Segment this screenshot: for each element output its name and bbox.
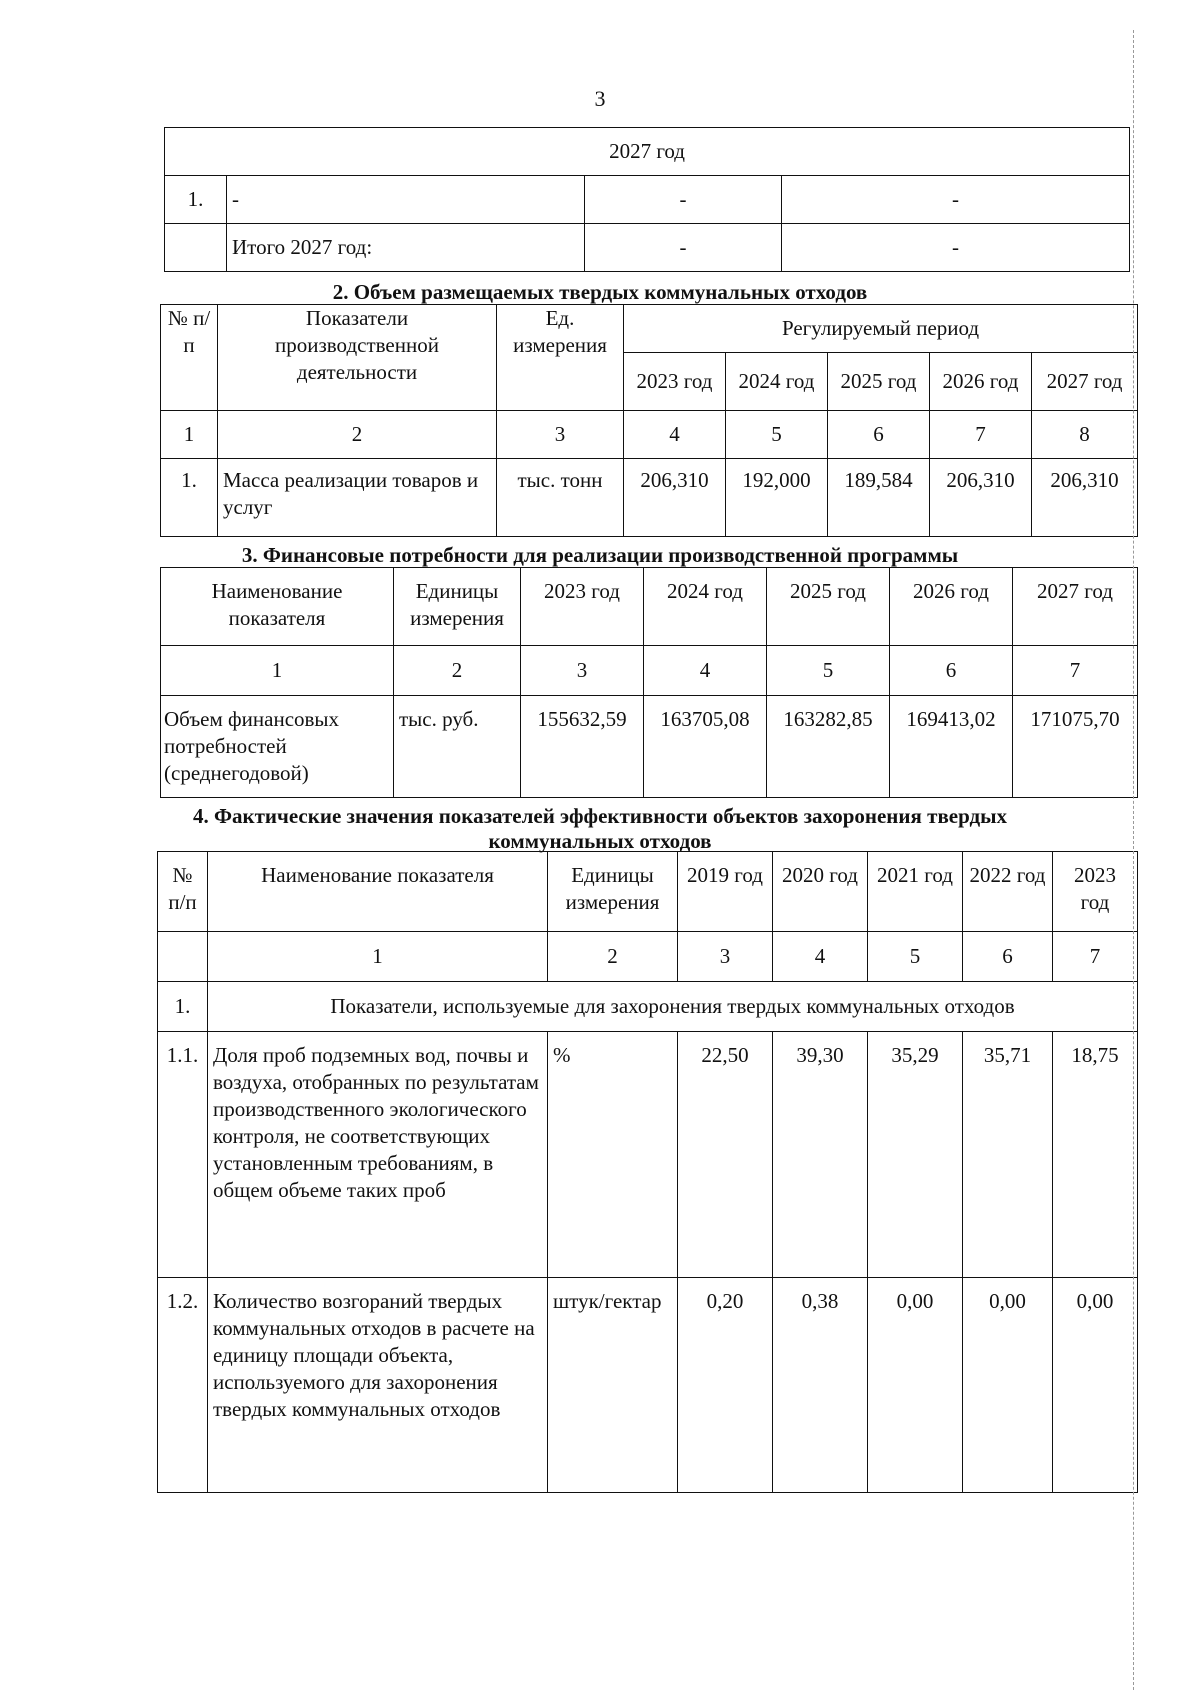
table-row (161, 696, 1138, 798)
section-2-title: 2. Объем размещаемых твердых коммунальных отходов (332, 280, 868, 304)
row-value: 163705,08 (644, 696, 767, 798)
row-value: 0,00 (868, 1278, 963, 1493)
empty-cell (158, 932, 208, 982)
column-number: 2 (394, 646, 521, 696)
group-row (158, 982, 1138, 1032)
section-4-title-line1: 4. Фактические значения показателей эффективности объектов захоронения твердых (192, 804, 1008, 828)
row-unit: штук/гектар (548, 1278, 678, 1493)
row-unit: % (548, 1032, 678, 1278)
row-value: 163282,85 (767, 696, 890, 798)
column-number: 5 (767, 646, 890, 696)
header-num: № п/п (161, 305, 218, 411)
row-name: Масса реализации товаров и услуг (218, 459, 497, 537)
total-value: - (585, 224, 782, 272)
page-number: 3 (594, 86, 606, 111)
row-value: 35,29 (868, 1032, 963, 1278)
column-number: 7 (930, 411, 1032, 459)
total-label: Итого 2027 год: (227, 224, 585, 272)
header-name: Наименование показателя (161, 568, 394, 646)
header-year: 2026 год (930, 353, 1032, 411)
group-label: Показатели, используемые для захоронения твердых коммунальных отходов (208, 982, 1138, 1032)
header-unit: Ед. измерения (497, 305, 624, 411)
header-year: 2027 год (1032, 353, 1138, 411)
section-3-table (160, 567, 1138, 798)
scan-edge-line (1133, 30, 1137, 1690)
column-number: 1 (161, 411, 218, 459)
table-2027-continuation (164, 127, 1130, 272)
header-year: 2023 год (521, 568, 644, 646)
row-value: - (585, 176, 782, 224)
row-value: 0,00 (1053, 1278, 1138, 1493)
row-value: 155632,59 (521, 696, 644, 798)
header-year: 2019 год (678, 852, 773, 932)
header-year: 2026 год (890, 568, 1013, 646)
row-value: 169413,02 (890, 696, 1013, 798)
row-value: 206,310 (624, 459, 726, 537)
row-unit: тыс. тонн (497, 459, 624, 537)
row-value: 39,30 (773, 1032, 868, 1278)
column-number: 5 (868, 932, 963, 982)
header-year: 2025 год (828, 353, 930, 411)
row-value: 22,50 (678, 1032, 773, 1278)
column-number: 1 (208, 932, 548, 982)
row-name: Доля проб подземных вод, почвы и воздуха, отобранных по результатам производственного экологического контроля, не соответствующих установленным требованиям, в общем объеме таких проб (208, 1032, 548, 1278)
header-year: 2024 год (644, 568, 767, 646)
year-header: 2027 год (165, 128, 1130, 176)
row-value: - (782, 176, 1130, 224)
row-value: 171075,70 (1013, 696, 1138, 798)
header-year: 2025 год (767, 568, 890, 646)
header-year: 2020 год (773, 852, 868, 932)
row-value: 189,584 (828, 459, 930, 537)
column-number: 6 (890, 646, 1013, 696)
header-year: 2023 год (1053, 852, 1138, 932)
column-number: 2 (548, 932, 678, 982)
header-year: 2023 год (624, 353, 726, 411)
column-number: 3 (678, 932, 773, 982)
header-unit: Единицы измерения (394, 568, 521, 646)
group-number: 1. (158, 982, 208, 1032)
row-value: 206,310 (930, 459, 1032, 537)
section-3-title: 3. Финансовые потребности для реализации производственной программы (241, 543, 959, 567)
table-row (158, 1278, 1138, 1493)
total-value: - (782, 224, 1130, 272)
section-2-table (160, 304, 1138, 537)
empty-cell (165, 224, 227, 272)
column-number: 8 (1032, 411, 1138, 459)
row-value: 192,000 (726, 459, 828, 537)
row-name: Количество возгораний твердых коммунальных отходов в расчете на единицу площади объекта, используемого для захоронения твердых коммунальных отходов (208, 1278, 548, 1493)
section-4-title-line2: коммунальных отходов (488, 829, 712, 853)
row-number: 1. (161, 459, 218, 537)
column-number: 4 (644, 646, 767, 696)
row-number: 1.1. (158, 1032, 208, 1278)
header-period: Регулируемый период (624, 305, 1138, 353)
header-year: 2027 год (1013, 568, 1138, 646)
table-row (161, 459, 1138, 537)
row-unit: тыс. руб. (394, 696, 521, 798)
header-name: Наименование показателя (208, 852, 548, 932)
column-number: 3 (497, 411, 624, 459)
section-4-table (157, 851, 1138, 1493)
column-number: 4 (624, 411, 726, 459)
row-name: Объем финансовых потребностей (среднегодовой) (161, 696, 394, 798)
row-number: 1. (165, 176, 227, 224)
header-unit: Единицы измерения (548, 852, 678, 932)
column-number: 7 (1013, 646, 1138, 696)
column-number: 3 (521, 646, 644, 696)
header-num: № п/п (158, 852, 208, 932)
row-value: 0,20 (678, 1278, 773, 1493)
column-number: 5 (726, 411, 828, 459)
column-number: 7 (1053, 932, 1138, 982)
row-value: 18,75 (1053, 1032, 1138, 1278)
header-year: 2024 год (726, 353, 828, 411)
header-indicator: Показатели производственной деятельности (218, 305, 497, 411)
column-number: 1 (161, 646, 394, 696)
row-number: 1.2. (158, 1278, 208, 1493)
row-value: 0,00 (963, 1278, 1053, 1493)
column-number: 4 (773, 932, 868, 982)
column-number: 6 (828, 411, 930, 459)
column-number: 6 (963, 932, 1053, 982)
row-value: 35,71 (963, 1032, 1053, 1278)
row-value: 0,38 (773, 1278, 868, 1493)
row-value: 206,310 (1032, 459, 1138, 537)
row-name: - (227, 176, 585, 224)
table-row (158, 1032, 1138, 1278)
header-year: 2022 год (963, 852, 1053, 932)
header-year: 2021 год (868, 852, 963, 932)
column-number: 2 (218, 411, 497, 459)
